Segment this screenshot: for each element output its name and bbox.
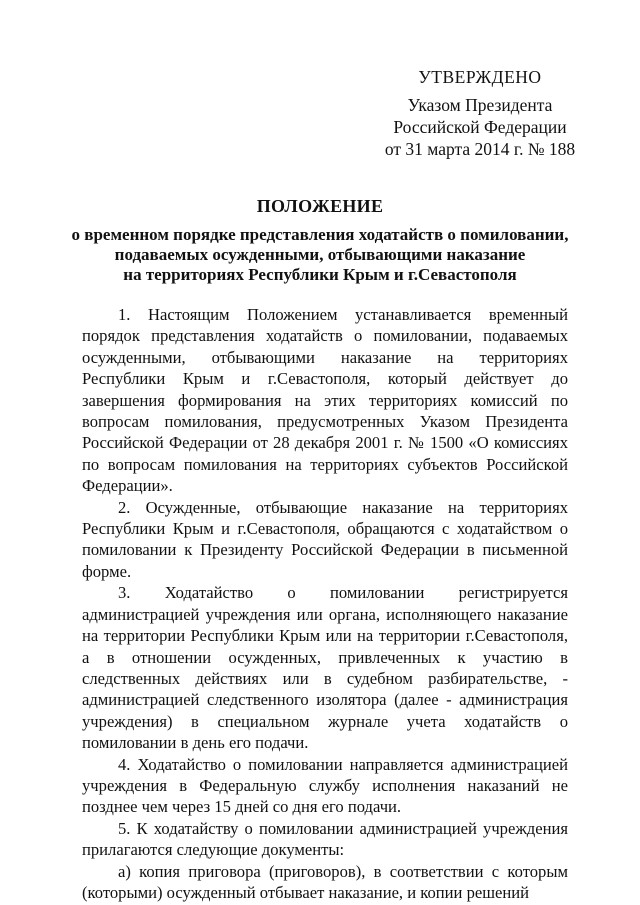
paragraph-3: 3. Ходатайство о помиловании регистрируется администрацией учреждения или органа, исполняющего наказание на территории Республики Крым или на территории г.Севастополя, а в отношении осужденных, привлеченных к участию в следственных действиях или в судебном разбирательстве, - администрацией следственного изолятора (далее - администрация учреждения) в специальном журнале учета ходатайств о помиловании в день его подачи. (82, 583, 568, 753)
paragraph-2: 2. Осужденные, отбывающие наказание на территориях Республики Крым и г.Севастополя, обращаются с ходатайством о помиловании к Президенту Российской Федерации в письменной форме. (82, 497, 568, 581)
paragraph-5a: а) копия приговора (приговоров), в соответствии с которым (которыми) осужденный отбывает наказание, и копии решений (82, 861, 568, 902)
document-header (60, 196, 580, 285)
paragraph-1: 1. Настоящим Положением устанавливается временный порядок представления ходатайств о помиловании, подаваемых осужденными, отбывающими наказание на территориях Республики Крым и г.Севастополя, который действует до завершения формирования на этих территориях комиссий по вопросам помилования, предусмотренных Указом Президента Российской Федерации от 28 декабря 2001 г. № 1500 «О комиссиях по вопросам помилования на территориях субъектов Российской Федерации». (82, 305, 568, 496)
paragraph-5: 5. К ходатайству о помиловании администрацией учреждения прилагаются следующие документы: (82, 818, 568, 860)
document-subtitle-line-2: подаваемых осужденными, отбывающими наказание (114, 245, 526, 264)
document-subtitle-line-1: о временном порядке представления ходатайств о помиловании, (71, 225, 569, 244)
approval-title: УТВЕРЖДЕНО (418, 67, 542, 87)
approval-line-2: Российской Федерации (393, 117, 567, 137)
document-title: ПОЛОЖЕНИЕ (256, 196, 384, 216)
document-body (82, 304, 568, 903)
paragraph-4: 4. Ходатайство о помиловании направляется администрацией учреждения в Федеральную службу исполнения наказаний не позднее чем через 15 дней со дня его подачи. (82, 754, 568, 817)
document-subtitle-line-3: на территориях Республики Крым и г.Севастополя (123, 265, 517, 284)
approval-stamp (380, 66, 580, 160)
approval-line-1: Указом Президента (407, 95, 553, 115)
approval-line-3: от 31 марта 2014 г. № 188 (384, 139, 576, 159)
